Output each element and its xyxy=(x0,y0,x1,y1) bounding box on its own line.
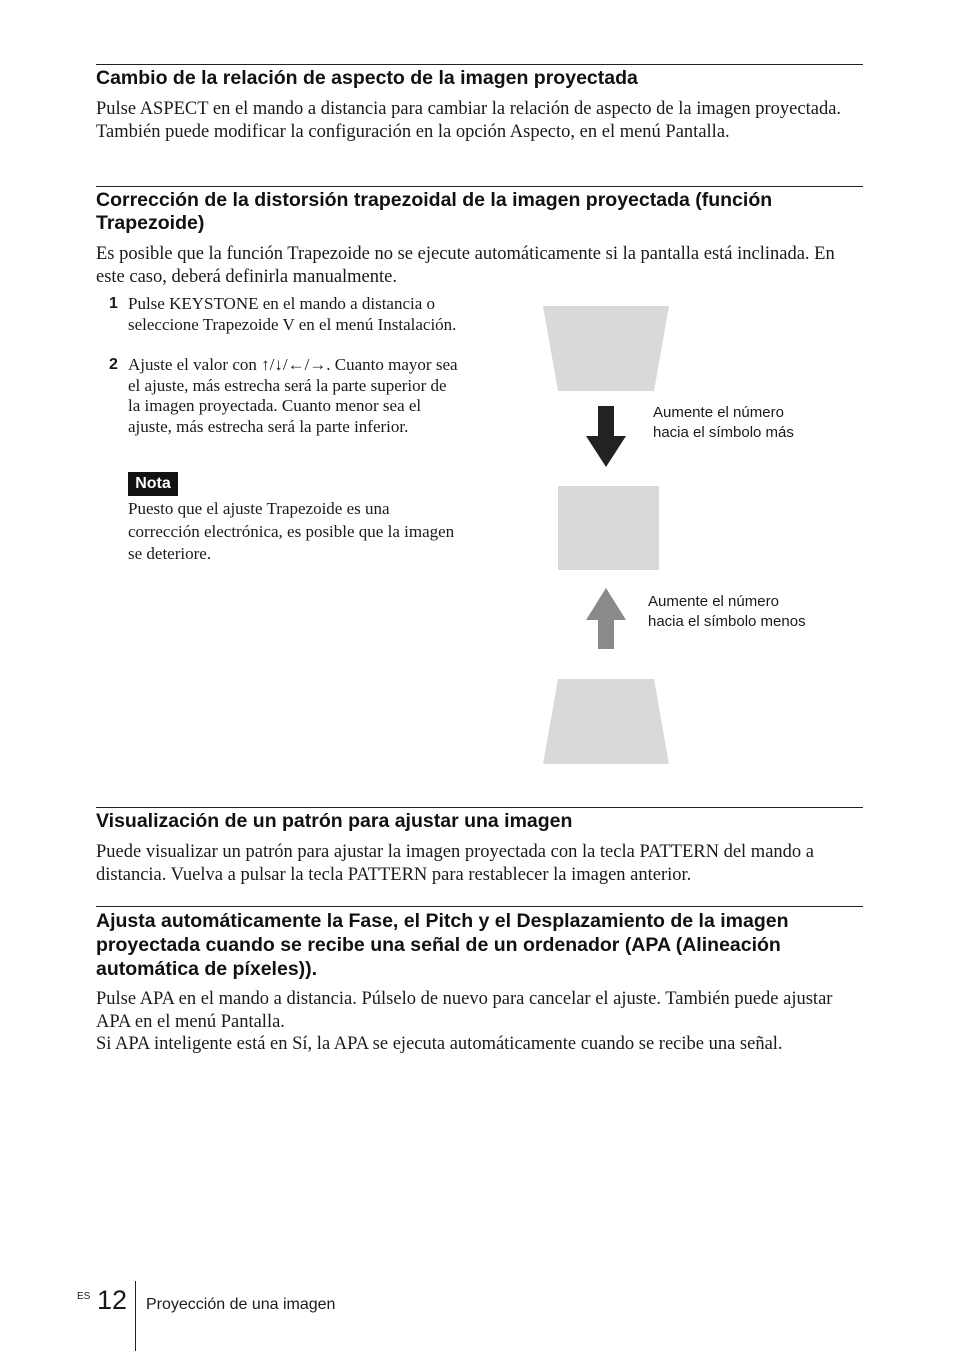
keystone-normal-shape xyxy=(558,486,659,570)
step-text: Ajuste el valor con ↑/↓/←/→. Cuanto mayor sea el ajuste, más estrecha será la parte superior de la imagen proyectada. Cuanto menor sea el ajuste, más estrecha será la parte inferior. xyxy=(128,355,458,436)
note-text: Puesto que el ajuste Trapezoide es una corrección electrónica, es posible que la imagen se deteriore. xyxy=(128,499,455,563)
step-number: 1 xyxy=(109,295,118,312)
pattern-body: Puede visualizar un patrón para ajustar la imagen proyectada con la tecla PATTERN del mando a distancia. Vuelva a pulsar la tecla PATTERN para restablecer la imagen anterior. xyxy=(96,842,814,885)
footer-lang: ES xyxy=(77,1291,91,1302)
keystone-top-narrow-shape xyxy=(543,306,669,391)
footer-divider xyxy=(135,1281,136,1351)
keystone-body: Es posible que la función Trapezoide no se ejecute automáticamente si la pantalla está inclinada. En este caso, deberá definirla manualmente. xyxy=(96,244,835,287)
apa-body-2: Si APA inteligente está en Sí, la APA se ejecuta automáticamente cuando se recibe una señal. xyxy=(96,1034,783,1054)
apa-heading: Ajusta automáticamente la Fase, el Pitch y el Desplazamiento de la imagen proyectada cuando se recibe una señal de un ordenador (APA (Alineación automática de píxeles)). xyxy=(96,910,789,980)
pattern-heading: Visualización de un patrón para ajustar una imagen xyxy=(96,810,573,832)
arrow-up-icon xyxy=(586,588,626,649)
keystone-heading: Corrección de la distorsión trapezoidal de la imagen proyectada (función Trapezoide) xyxy=(96,189,773,234)
plus-label: Aumente el número xyxy=(653,404,784,421)
plus-label: hacia el símbolo más xyxy=(653,424,794,441)
apa-body: Pulse APA en el mando a distancia. Púlselo de nuevo para cancelar el ajuste. También puede ajustar APA en el menú Pantalla. xyxy=(96,989,833,1032)
minus-label: Aumente el número xyxy=(648,593,779,610)
section-divider xyxy=(96,807,863,808)
aspect-heading: Cambio de la relación de aspecto de la imagen proyectada xyxy=(96,67,638,89)
section-divider xyxy=(96,186,863,187)
section-divider xyxy=(96,64,863,65)
footer-title: Proyección de una imagen xyxy=(146,1296,336,1313)
arrow-down-icon xyxy=(586,406,626,467)
keystone-bottom-narrow-shape xyxy=(543,679,669,764)
note-badge: Nota xyxy=(128,472,178,496)
step-text: Pulse KEYSTONE en el mando a distancia o seleccione Trapezoide V en el menú Instalación. xyxy=(128,294,457,334)
step-number: 2 xyxy=(109,356,118,373)
aspect-body: Pulse ASPECT en el mando a distancia para cambiar la relación de aspecto de la imagen proyectada. También puede modificar la configuración en la opción Aspecto, en el menú Pantalla. xyxy=(96,99,842,142)
section-divider xyxy=(96,906,863,907)
keystone-diagram xyxy=(530,300,690,770)
minus-label: hacia el símbolo menos xyxy=(648,613,806,630)
page-number: 12 xyxy=(97,1285,128,1315)
